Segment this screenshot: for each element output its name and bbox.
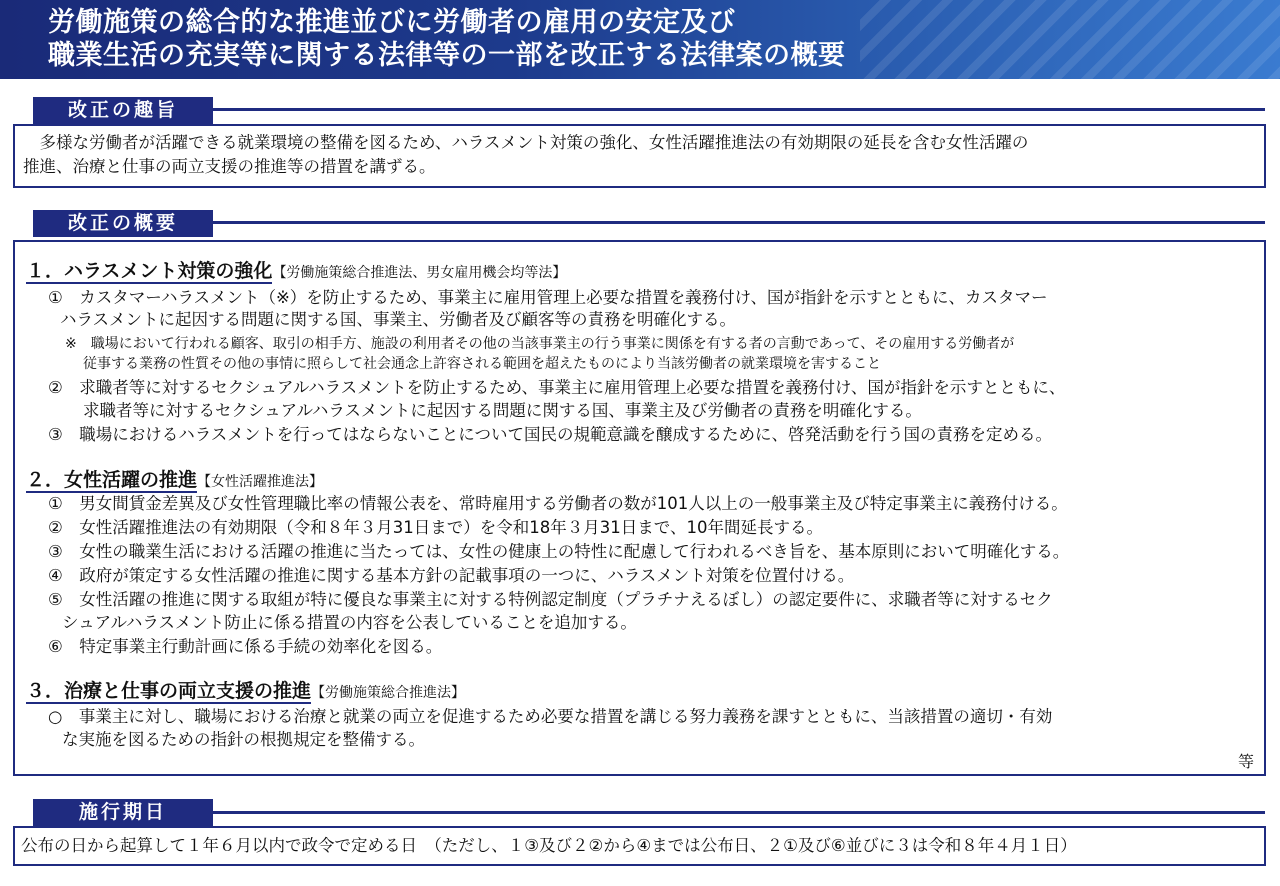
title-banner (0, 0, 1280, 79)
list-item: ○ 事業主に対し、職場における治療と就業の両立を促進するため必要な措置を講じる努力義務を課すとともに、当該措置の適切・有効 (48, 707, 1053, 726)
footnote: ※ 職場において行われる顧客、取引の相手方、施設の利用者その他の当該事業主の行う事業に関係を有する者の言動であって、その雇用する労働者が (65, 336, 1015, 352)
list-item: ③ 女性の職業生活における活躍の推進に当たっては、女性の健康上の特性に配慮して行われるべき旨を、基本原則において明確化する。 (48, 542, 1070, 561)
list-item-cont: シュアルハラスメント防止に係る措置の内容を公表していることを追加する。 (62, 613, 637, 632)
list-item: ② 女性活躍推進法の有効期限（令和８年３月31日まで）を令和18年３月31日まで、10年間延長する。 (48, 518, 823, 537)
list-item: ① 男女間賃金差異及び女性管理職比率の情報公表を、常時雇用する労働者の数が101人以上の一般事業主及び特定事業主に義務付ける。 (48, 494, 1068, 513)
heading-title: ２．女性活躍の推進 (26, 469, 198, 491)
heading-law: 【労働施策総合推進法、男女雇用機会均等法】 (272, 265, 567, 281)
section-divider (213, 108, 1265, 111)
list-item-cont: 求職者等に対するセクシュアルハラスメントに起因する問題に関する国、事業主及び労働者の責務を明確化する。 (83, 401, 922, 420)
footnote-cont: 従事する業務の性質その他の事情に照らして社会通念上許容される範囲を超えたものにより当該労働者の就業環境を害すること (83, 356, 881, 372)
heading-law: 【労働施策総合推進法】 (311, 685, 466, 701)
etc-mark: 等 (1237, 752, 1254, 771)
list-item-cont: な実施を図るための指針の根拠規定を整備する。 (62, 730, 425, 749)
list-item: ⑤ 女性活躍の推進に関する取組が特に優良な事業主に対する特例認定制度（プラチナえるぼし）の認定要件に、求職者等に対するセク (48, 590, 1053, 609)
section-label-purpose: 改正の趣旨 (33, 97, 213, 124)
title-line-2: 職業生活の充実等に関する法律等の一部を改正する法律案の概要 (48, 40, 846, 71)
section-label-effective: 施行期日 (33, 799, 213, 826)
banner-decoration (860, 0, 1280, 79)
list-item: ④ 政府が策定する女性活躍の推進に関する基本方針の記載事項の一つに、ハラスメント対策を位置付ける。 (48, 566, 855, 585)
section-label-outline: 改正の概要 (33, 210, 213, 237)
purpose-text-line-2: 推進、治療と仕事の両立支援の推進等の措置を講ずる。 (23, 157, 436, 176)
list-item: ① カスタマーハラスメント（※）を防止するため、事業主に雇用管理上必要な措置を義務付け、国が指針を示すとともに、カスタマー (48, 288, 1048, 307)
list-item-cont: ハラスメントに起因する問題に関する国、事業主、労働者及び顧客等の責務を明確化する。 (60, 310, 737, 329)
list-item: ② 求職者等に対するセクシュアルハラスメントを防止するため、事業主に雇用管理上必要な措置を義務付け、国が指針を示すとともに、 (48, 378, 1066, 397)
purpose-box (13, 124, 1266, 188)
effective-text: 公布の日から起算して１年６月以内で政令で定める日 （ただし、１③及び２②から④までは公布日、２①及び⑥並びに３は令和８年４月１日） (21, 836, 1077, 855)
heading-treatment (26, 679, 465, 705)
heading-harassment (26, 259, 566, 285)
title-line-1: 労働施策の総合的な推進並びに労働者の雇用の安定及び (48, 7, 736, 38)
page-title (48, 6, 846, 72)
section-divider (213, 221, 1265, 224)
heading-title: １．ハラスメント対策の強化 (26, 260, 273, 282)
list-item: ③ 職場におけるハラスメントを行ってはならないことについて国民の規範意識を醸成するために、啓発活動を行う国の責務を定める。 (48, 425, 1052, 444)
purpose-text-line-1: 多様な労働者が活躍できる就業環境の整備を図るため、ハラスメント対策の強化、女性活躍推進法の有効期限の延長を含む女性活躍の (23, 133, 1029, 152)
heading-women (26, 468, 323, 494)
list-item: ⑥ 特定事業主行動計画に係る手続の効率化を図る。 (48, 637, 443, 656)
section-divider (213, 811, 1265, 814)
heading-law: 【女性活躍推進法】 (197, 474, 324, 490)
heading-title: ３．治療と仕事の両立支援の推進 (26, 680, 312, 702)
effective-box (13, 826, 1266, 866)
outline-box (13, 240, 1266, 776)
